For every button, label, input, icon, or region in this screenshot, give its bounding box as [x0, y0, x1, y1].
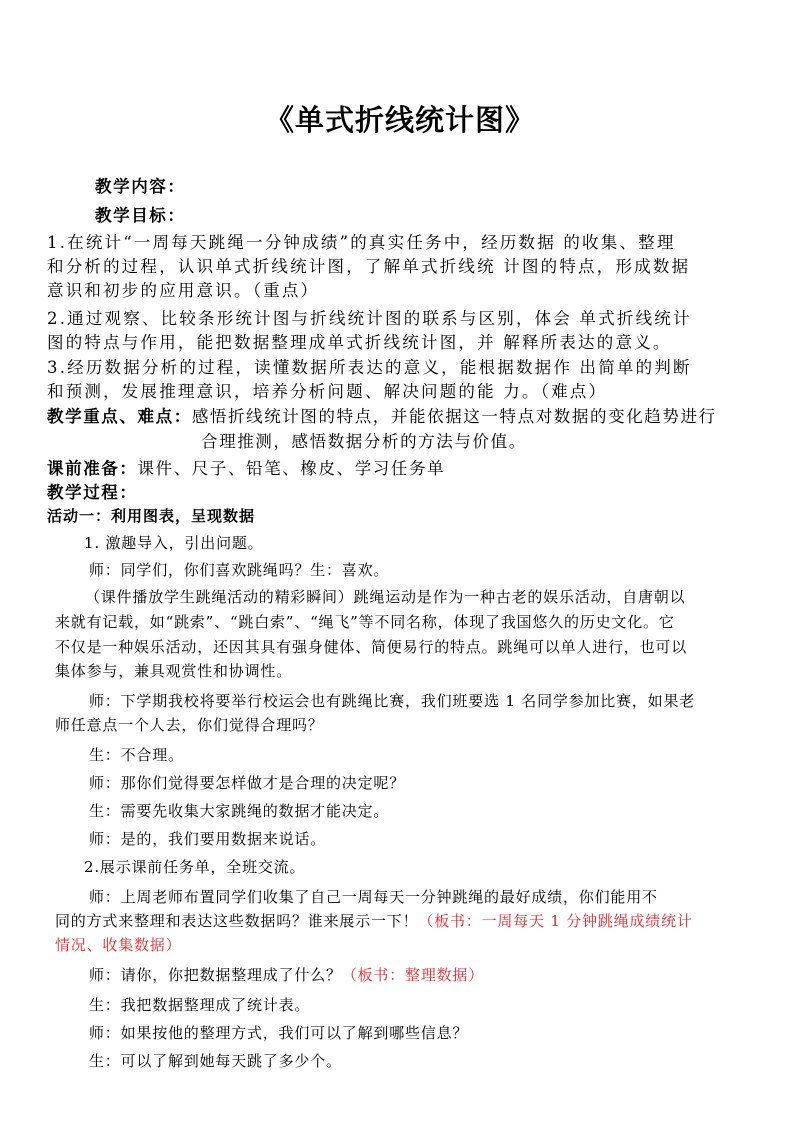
- preparation-line: [47, 455, 445, 479]
- goal-3-line-1: 3.经历数据分析的过程，读懂数据所表达的意义，能根据数据作 出简单的判断: [47, 358, 692, 377]
- dialogue-text: 师：请你，你把数据整理成了什么？: [89, 966, 342, 984]
- teaching-process-heading: 教学过程：: [47, 483, 138, 502]
- goal-2-line-1: 2.通过观察、比较条形统计图与折线统计图的联系与区别，体会 单式折线统计: [47, 309, 692, 328]
- paragraph-line: [55, 910, 693, 931]
- board-note: （板书：整理数据）: [341, 966, 485, 984]
- preparation-text: 课件、尺子、铅笔、橡皮、学习任务单: [137, 459, 446, 478]
- step-2-heading: 2.展示课前任务单，全班交流。: [84, 858, 306, 876]
- key-points-line-1: [47, 403, 717, 427]
- goal-3-line-2: 和预测，发展推理意识，培养分析问题、解决问题的能 力。（难点）: [47, 382, 608, 401]
- goal-2-line-2: 图的特点与作用，能把数据整理成单式折线统计图，并 解释所表达的意义。: [47, 333, 672, 352]
- paragraph-line: 师：下学期我校将要举行校运会也有跳绳比赛，我们班要选 1 名同学参加比赛，如果老: [89, 692, 696, 710]
- paragraph-line: （课件播放学生跳绳活动的精彩瞬间）跳绳运动是作为一种古老的娱乐活动，自唐朝以: [85, 588, 686, 606]
- dialogue-line: 师：同学们，你们喜欢跳绳吗？生：喜欢。: [89, 561, 390, 579]
- dialogue-line: 师：如果按他的整理方式，我们可以了解到哪些信息？: [89, 1024, 469, 1042]
- board-note: （板书：一周每天 1 分钟跳绳成绩统计: [418, 912, 693, 930]
- paragraph-line: 来就有记载，如“跳索”、“跳白索”、“绳飞”等不同名称，体现了我国悠久的历史文化。它: [55, 613, 675, 631]
- key-points-label: 教学重点、难点：: [47, 407, 192, 426]
- preparation-label: 课前准备：: [47, 459, 138, 478]
- paragraph-line: 集体参与，兼具观赏性和协调性。: [55, 662, 293, 680]
- dialogue-line: 师：那你们觉得要怎样做才是合理的决定呢？: [89, 774, 406, 792]
- goal-1-line-1: 1.在统计“一周每天跳绳一分钟成绩”的真实任务中，经历数据 的收集、整理: [47, 233, 676, 252]
- dialogue-line: 生：可以了解到她每天跳了多少个。: [89, 1052, 342, 1070]
- dialogue-line: 生：需要先收集大家跳绳的数据才能决定。: [89, 802, 390, 820]
- key-points-line-2: 合理推测，感悟数据分析的方法与价值。: [201, 432, 527, 451]
- board-note: 情况、收集数据）: [55, 936, 182, 954]
- goal-1-line-3: 意识和初步的应用意识。（重点）: [47, 281, 320, 300]
- key-points-text: 感悟折线统计图的特点，并能依据这一特点对数据的变化趋势进行: [191, 407, 717, 426]
- activity-1-heading: 活动一：利用图表，呈现数据: [47, 507, 256, 525]
- teaching-content-heading: 教学内容：: [95, 177, 186, 196]
- dialogue-line: [89, 964, 484, 985]
- dialogue-line: 生：不合理。: [89, 746, 184, 764]
- dialogue-line: 师：是的，我们要用数据来说话。: [89, 830, 327, 848]
- document-title: 《单式折线统计图》: [264, 103, 535, 137]
- teaching-goals-heading: 教学目标：: [95, 206, 186, 225]
- paragraph-line: 师任意点一个人去，你们觉得合理吗？: [55, 716, 324, 734]
- step-1-heading: 1. 激趣导入，引出问题。: [84, 534, 264, 552]
- paragraph-text: 同的方式来整理和表达这些数据吗？谁来展示一下！: [55, 912, 419, 930]
- dialogue-line: 生：我把数据整理成了统计表。: [89, 996, 311, 1014]
- paragraph-line: 不仅是一种娱乐活动，还因其具有强身健体、简便易行的特点。跳绳可以单人进行，也可以: [55, 638, 688, 656]
- goal-1-line-2: 和分析的过程，认识单式折线统计图，了解单式折线统 计图的特点，形成数据: [47, 257, 691, 276]
- paragraph-line: 师：上周老师布置同学们收集了自己一周每天一分钟跳绳的最好成绩，你们能用不: [89, 888, 658, 906]
